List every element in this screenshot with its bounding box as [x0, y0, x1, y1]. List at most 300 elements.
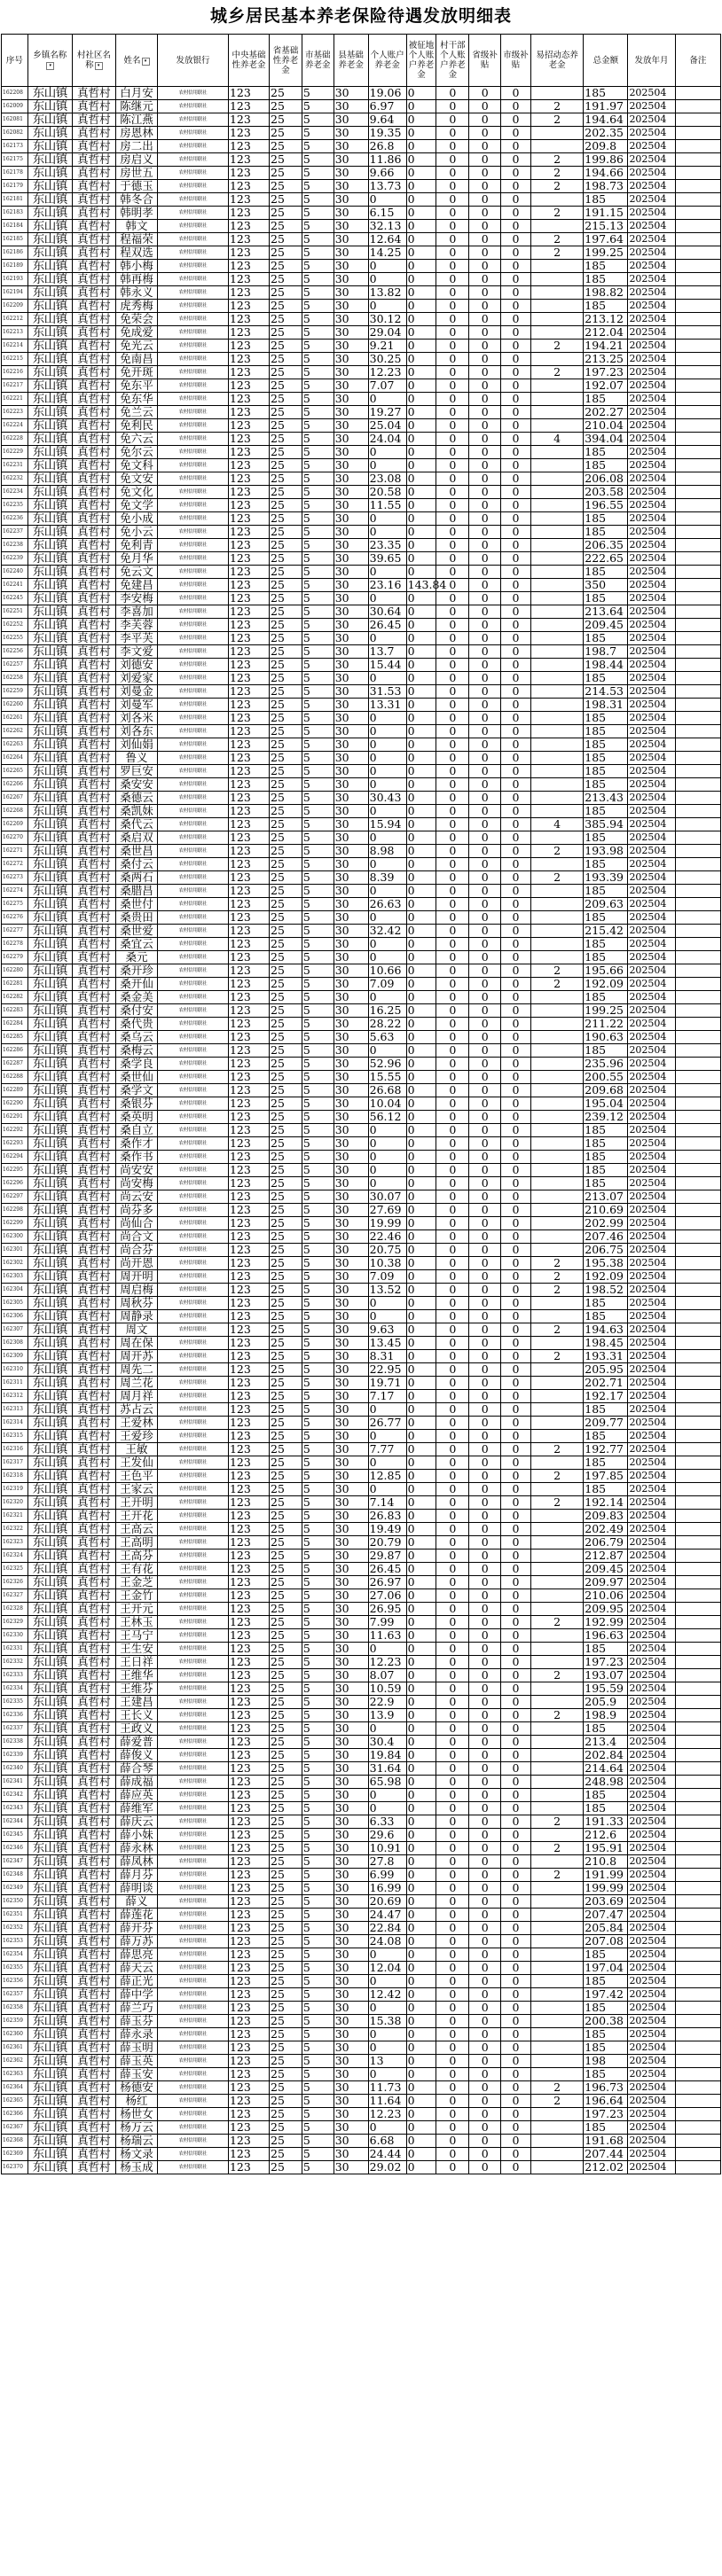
province-pension-cell: 25 — [270, 659, 302, 672]
pay-month-cell: 202504 — [628, 725, 675, 738]
personal-account-cell: 26.68 — [368, 1084, 406, 1097]
bank-cell: 农村信用联社 — [158, 1709, 229, 1722]
province-pension-cell: 25 — [270, 1177, 302, 1190]
province-pension-cell: 25 — [270, 193, 302, 207]
city-pension-cell: 5 — [302, 752, 334, 765]
row-serial: 162186 — [2, 246, 28, 260]
city-subsidy-cell: 0 — [501, 1483, 531, 1496]
total-amount-cell: 202.27 — [584, 406, 628, 419]
city-pension-cell: 5 — [302, 1204, 334, 1217]
city-pension-cell: 5 — [302, 1137, 334, 1151]
land-account-cell: 0 — [406, 699, 436, 712]
dynamic-pension-cell — [530, 2041, 583, 2055]
town-cell: 东山镇 — [27, 1363, 72, 1377]
province-subsidy-cell: 0 — [469, 1629, 501, 1643]
province-subsidy-cell: 0 — [469, 313, 501, 326]
village-cell: 真哲村 — [72, 1084, 115, 1097]
province-pension-cell: 25 — [270, 1190, 302, 1204]
land-account-cell: 0 — [406, 659, 436, 672]
province-subsidy-cell: 0 — [469, 1603, 501, 1616]
dynamic-pension-cell — [530, 1097, 583, 1111]
land-account-cell: 0 — [406, 1337, 436, 1350]
town-cell: 东山镇 — [27, 1190, 72, 1204]
province-subsidy-cell: 0 — [469, 1323, 501, 1337]
province-subsidy-cell: 0 — [469, 140, 501, 153]
province-pension-cell: 25 — [270, 180, 302, 193]
personal-account-cell: 0 — [368, 1483, 406, 1496]
town-cell: 东山镇 — [27, 725, 72, 738]
dynamic-pension-cell — [530, 286, 583, 300]
row-serial: 162185 — [2, 233, 28, 246]
total-amount-cell: 209.8 — [584, 140, 628, 153]
town-cell: 东山镇 — [27, 1403, 72, 1417]
land-account-cell: 0 — [406, 1882, 436, 1895]
dynamic-pension-cell — [530, 1656, 583, 1669]
dynamic-pension-cell — [530, 193, 583, 207]
central-pension-cell: 123 — [228, 1217, 269, 1230]
village-cell: 真哲村 — [72, 512, 115, 526]
filter-dropdown-icon[interactable]: ▾ — [142, 58, 150, 66]
table-row — [2, 1909, 721, 1922]
dynamic-pension-cell: 2 — [530, 1443, 583, 1456]
personal-account-cell: 0 — [368, 1137, 406, 1151]
city-pension-cell: 5 — [302, 539, 334, 552]
central-pension-cell: 123 — [228, 1031, 269, 1044]
central-pension-cell: 123 — [228, 1284, 269, 1297]
city-pension-cell: 5 — [302, 1097, 334, 1111]
cadre-account-cell: 0 — [436, 1550, 469, 1563]
village-cell: 真哲村 — [72, 1190, 115, 1204]
remark-cell — [675, 938, 720, 951]
town-cell: 东山镇 — [27, 406, 72, 419]
province-pension-cell: 25 — [270, 592, 302, 605]
village-cell: 真哲村 — [72, 300, 115, 313]
personal-account-cell: 24.08 — [368, 1935, 406, 1948]
province-subsidy-cell: 0 — [469, 1776, 501, 1789]
county-pension-cell: 30 — [334, 1284, 368, 1297]
pay-month-cell: 202504 — [628, 2055, 675, 2068]
city-pension-cell: 5 — [302, 366, 334, 379]
bank-cell: 农村信用联社 — [158, 1988, 229, 2002]
city-pension-cell: 5 — [302, 379, 334, 393]
dynamic-pension-cell — [530, 406, 583, 419]
cadre-account-cell: 0 — [436, 340, 469, 353]
land-account-cell: 0 — [406, 1071, 436, 1084]
bank-cell: 农村信用联社 — [158, 419, 229, 433]
land-account-cell: 0 — [406, 858, 436, 871]
dynamic-pension-cell — [530, 2108, 583, 2121]
personal-account-cell: 20.79 — [368, 1536, 406, 1550]
province-pension-cell: 25 — [270, 1550, 302, 1563]
county-pension-cell: 30 — [334, 2121, 368, 2135]
total-amount-cell: 197.85 — [584, 1470, 628, 1483]
city-pension-cell: 5 — [302, 1629, 334, 1643]
county-pension-cell: 30 — [334, 1456, 368, 1470]
table-row — [2, 1616, 721, 1629]
remark-cell — [675, 579, 720, 592]
land-account-cell: 0 — [406, 1523, 436, 1536]
land-account-cell: 0 — [406, 1895, 436, 1909]
pay-month-cell: 202504 — [628, 752, 675, 765]
remark-cell — [675, 725, 720, 738]
village-cell: 真哲村 — [72, 752, 115, 765]
dynamic-pension-cell: 2 — [530, 1350, 583, 1363]
name-cell: 桑付云 — [116, 858, 158, 871]
province-subsidy-cell: 0 — [469, 1151, 501, 1164]
table-row — [2, 1815, 721, 1829]
dynamic-pension-cell — [530, 1988, 583, 2002]
city-subsidy-cell: 0 — [501, 1550, 531, 1563]
remark-cell — [675, 340, 720, 353]
central-pension-cell: 123 — [228, 1323, 269, 1337]
name-cell: 免成爱 — [116, 326, 158, 340]
personal-account-cell: 29.87 — [368, 1550, 406, 1563]
name-cell: 薛天云 — [116, 1962, 158, 1975]
cadre-account-cell: 0 — [436, 858, 469, 871]
total-amount-cell: 214.64 — [584, 1762, 628, 1776]
total-amount-cell: 192.14 — [584, 1496, 628, 1510]
total-amount-cell: 213.25 — [584, 353, 628, 366]
filter-dropdown-icon[interactable]: ▾ — [46, 62, 54, 70]
remark-cell — [675, 818, 720, 831]
bank-cell: 农村信用联社 — [158, 1749, 229, 1762]
cadre-account-cell: 0 — [436, 2135, 469, 2148]
city-pension-cell: 5 — [302, 153, 334, 167]
cadre-account-cell: 0 — [436, 273, 469, 286]
total-amount-cell: 197.23 — [584, 2108, 628, 2121]
city-pension-cell: 5 — [302, 207, 334, 220]
city-pension-cell: 5 — [302, 1084, 334, 1097]
land-account-cell: 0 — [406, 1656, 436, 1669]
row-serial: 162354 — [2, 1948, 28, 1962]
name-cell: 刘德安 — [116, 659, 158, 672]
land-account-cell: 0 — [406, 1802, 436, 1815]
pay-month-cell: 202504 — [628, 699, 675, 712]
village-cell: 真哲村 — [72, 2081, 115, 2095]
table-row — [2, 1390, 721, 1403]
city-subsidy-cell: 0 — [501, 1829, 531, 1842]
cadre-account-cell: 0 — [436, 831, 469, 845]
land-account-cell: 0 — [406, 1084, 436, 1097]
town-cell: 东山镇 — [27, 2121, 72, 2135]
remark-cell — [675, 1097, 720, 1111]
pay-month-cell: 202504 — [628, 805, 675, 818]
total-amount-cell: 185 — [584, 725, 628, 738]
town-cell: 东山镇 — [27, 153, 72, 167]
dynamic-pension-cell — [530, 1164, 583, 1177]
city-pension-cell: 5 — [302, 1284, 334, 1297]
land-account-cell: 0 — [406, 1137, 436, 1151]
personal-account-cell: 26.8 — [368, 140, 406, 153]
table-row — [2, 1417, 721, 1430]
pay-month-cell: 202504 — [628, 831, 675, 845]
city-subsidy-cell: 0 — [501, 1975, 531, 1988]
county-pension-cell: 30 — [334, 220, 368, 233]
total-amount-cell: 185 — [584, 1643, 628, 1656]
table-row — [2, 366, 721, 379]
province-pension-cell: 25 — [270, 1855, 302, 1869]
name-cell: 刘仙娟 — [116, 738, 158, 752]
town-cell: 东山镇 — [27, 1470, 72, 1483]
city-subsidy-cell: 0 — [501, 1869, 531, 1882]
dynamic-pension-cell — [530, 925, 583, 938]
province-subsidy-cell: 0 — [469, 925, 501, 938]
pay-month-cell: 202504 — [628, 140, 675, 153]
pay-month-cell: 202504 — [628, 2002, 675, 2015]
personal-account-cell: 8.98 — [368, 845, 406, 858]
pay-month-cell: 202504 — [628, 286, 675, 300]
central-pension-cell: 123 — [228, 446, 269, 459]
province-pension-cell: 25 — [270, 605, 302, 619]
village-cell: 真哲村 — [72, 100, 115, 113]
personal-account-cell: 20.69 — [368, 1895, 406, 1909]
province-pension-cell: 25 — [270, 1377, 302, 1390]
personal-account-cell: 32.13 — [368, 220, 406, 233]
personal-account-cell: 12.23 — [368, 366, 406, 379]
personal-account-cell: 10.04 — [368, 1097, 406, 1111]
row-serial: 162337 — [2, 1722, 28, 1736]
name-cell: 周秋芬 — [116, 1297, 158, 1310]
province-pension-cell: 25 — [270, 885, 302, 898]
bank-cell: 农村信用联社 — [158, 526, 229, 539]
cadre-account-cell: 0 — [436, 871, 469, 885]
column-header: 中央基础性养老金 — [228, 35, 269, 87]
city-pension-cell: 5 — [302, 659, 334, 672]
central-pension-cell: 123 — [228, 113, 269, 127]
name-cell: 尚合文 — [116, 1230, 158, 1244]
central-pension-cell: 123 — [228, 2068, 269, 2081]
village-cell: 真哲村 — [72, 153, 115, 167]
province-pension-cell: 25 — [270, 1151, 302, 1164]
remark-cell — [675, 1297, 720, 1310]
row-serial: 162009 — [2, 100, 28, 113]
province-pension-cell: 25 — [270, 1909, 302, 1922]
personal-account-cell: 29.6 — [368, 1829, 406, 1842]
province-subsidy-cell: 0 — [469, 180, 501, 193]
city-pension-cell: 5 — [302, 1244, 334, 1257]
remark-cell — [675, 871, 720, 885]
name-cell: 桑作才 — [116, 1137, 158, 1151]
central-pension-cell: 123 — [228, 140, 269, 153]
remark-cell — [675, 1749, 720, 1762]
village-cell: 真哲村 — [72, 2041, 115, 2055]
pay-month-cell: 202504 — [628, 1696, 675, 1709]
row-serial: 162231 — [2, 459, 28, 472]
total-amount-cell: 199.86 — [584, 153, 628, 167]
land-account-cell: 0 — [406, 1164, 436, 1177]
county-pension-cell: 30 — [334, 1004, 368, 1018]
total-amount-cell: 185 — [584, 1722, 628, 1736]
remark-cell — [675, 433, 720, 446]
name-cell: 李安梅 — [116, 592, 158, 605]
town-cell: 东山镇 — [27, 1284, 72, 1297]
table-row — [2, 1377, 721, 1390]
column-header: 村干部个人账户养老金 — [436, 35, 469, 87]
remark-cell — [675, 220, 720, 233]
dynamic-pension-cell — [530, 792, 583, 805]
table-row — [2, 2041, 721, 2055]
city-subsidy-cell: 0 — [501, 1948, 531, 1962]
remark-cell — [675, 792, 720, 805]
total-amount-cell: 185 — [584, 1456, 628, 1470]
personal-account-cell: 26.45 — [368, 1563, 406, 1576]
name-cell: 薛义 — [116, 1895, 158, 1909]
land-account-cell: 0 — [406, 167, 436, 180]
row-serial: 162311 — [2, 1377, 28, 1390]
province-subsidy-cell: 0 — [469, 1550, 501, 1563]
name-cell: 免月华 — [116, 552, 158, 566]
remark-cell — [675, 632, 720, 645]
name-cell: 尚芬多 — [116, 1204, 158, 1217]
remark-cell — [675, 353, 720, 366]
table-row — [2, 1603, 721, 1616]
dynamic-pension-cell — [530, 1909, 583, 1922]
city-subsidy-cell: 0 — [501, 1842, 531, 1855]
city-subsidy-cell: 0 — [501, 1443, 531, 1456]
personal-account-cell: 7.07 — [368, 379, 406, 393]
province-pension-cell: 25 — [270, 167, 302, 180]
central-pension-cell: 123 — [228, 738, 269, 752]
city-subsidy-cell: 0 — [501, 1576, 531, 1589]
personal-account-cell: 0 — [368, 512, 406, 526]
table-row — [2, 1270, 721, 1284]
city-pension-cell: 5 — [302, 233, 334, 246]
bank-cell: 农村信用联社 — [158, 1669, 229, 1682]
cadre-account-cell: 0 — [436, 1696, 469, 1709]
village-cell: 真哲村 — [72, 1523, 115, 1536]
province-pension-cell: 25 — [270, 140, 302, 153]
bank-cell: 农村信用联社 — [158, 366, 229, 379]
dynamic-pension-cell: 2 — [530, 1257, 583, 1270]
land-account-cell: 0 — [406, 1483, 436, 1496]
name-cell: 王生安 — [116, 1643, 158, 1656]
province-pension-cell: 25 — [270, 1270, 302, 1284]
personal-account-cell: 16.25 — [368, 1004, 406, 1018]
county-pension-cell: 30 — [334, 1044, 368, 1058]
row-serial: 162260 — [2, 699, 28, 712]
city-subsidy-cell: 0 — [501, 2148, 531, 2161]
province-subsidy-cell: 0 — [469, 167, 501, 180]
village-cell: 真哲村 — [72, 1031, 115, 1044]
land-account-cell: 0 — [406, 499, 436, 512]
pay-month-cell: 202504 — [628, 1669, 675, 1682]
cadre-account-cell: 0 — [436, 140, 469, 153]
dynamic-pension-cell: 2 — [530, 1323, 583, 1337]
total-amount-cell: 185 — [584, 1137, 628, 1151]
bank-cell: 农村信用联社 — [158, 286, 229, 300]
province-subsidy-cell: 0 — [469, 1297, 501, 1310]
dynamic-pension-cell — [530, 1829, 583, 1842]
county-pension-cell: 30 — [334, 978, 368, 991]
total-amount-cell: 185 — [584, 632, 628, 645]
province-pension-cell: 25 — [270, 672, 302, 685]
dynamic-pension-cell — [530, 898, 583, 911]
pay-month-cell: 202504 — [628, 1869, 675, 1882]
pay-month-cell: 202504 — [628, 1217, 675, 1230]
town-cell: 东山镇 — [27, 2095, 72, 2108]
dynamic-pension-cell — [530, 1390, 583, 1403]
cadre-account-cell: 0 — [436, 1882, 469, 1895]
town-cell: 东山镇 — [27, 1762, 72, 1776]
cadre-account-cell: 0 — [436, 100, 469, 113]
name-cell: 刘曼金 — [116, 685, 158, 699]
name-cell: 尚云安 — [116, 1190, 158, 1204]
town-cell: 东山镇 — [27, 1922, 72, 1935]
central-pension-cell: 123 — [228, 2095, 269, 2108]
province-pension-cell: 25 — [270, 220, 302, 233]
city-pension-cell: 5 — [302, 1217, 334, 1230]
cadre-account-cell: 0 — [436, 765, 469, 778]
county-pension-cell: 30 — [334, 579, 368, 592]
town-cell: 东山镇 — [27, 925, 72, 938]
land-account-cell: 0 — [406, 1230, 436, 1244]
town-cell: 东山镇 — [27, 765, 72, 778]
land-account-cell: 0 — [406, 1589, 436, 1603]
province-pension-cell: 25 — [270, 286, 302, 300]
personal-account-cell: 11.64 — [368, 2095, 406, 2108]
total-amount-cell: 206.79 — [584, 1536, 628, 1550]
province-pension-cell: 25 — [270, 1603, 302, 1616]
remark-cell — [675, 1789, 720, 1802]
county-pension-cell: 30 — [334, 699, 368, 712]
province-pension-cell: 25 — [270, 1736, 302, 1749]
county-pension-cell: 30 — [334, 153, 368, 167]
city-pension-cell: 5 — [302, 1603, 334, 1616]
province-subsidy-cell: 0 — [469, 792, 501, 805]
bank-cell: 农村信用联社 — [158, 592, 229, 605]
town-cell: 东山镇 — [27, 1084, 72, 1097]
dynamic-pension-cell — [530, 1550, 583, 1563]
table-row — [2, 1682, 721, 1696]
total-amount-cell: 197.23 — [584, 366, 628, 379]
remark-cell — [675, 406, 720, 419]
row-serial: 162315 — [2, 1430, 28, 1443]
province-pension-cell: 25 — [270, 2081, 302, 2095]
row-serial: 162245 — [2, 592, 28, 605]
land-account-cell: 0 — [406, 1097, 436, 1111]
cadre-account-cell: 0 — [436, 127, 469, 140]
city-pension-cell: 5 — [302, 712, 334, 725]
central-pension-cell: 123 — [228, 1084, 269, 1097]
row-serial: 162291 — [2, 1111, 28, 1124]
land-account-cell: 0 — [406, 512, 436, 526]
central-pension-cell: 123 — [228, 2028, 269, 2041]
province-subsidy-cell: 0 — [469, 1058, 501, 1071]
pay-month-cell: 202504 — [628, 579, 675, 592]
name-cell: 薛中学 — [116, 1988, 158, 2002]
name-cell: 房启义 — [116, 153, 158, 167]
village-cell: 真哲村 — [72, 925, 115, 938]
filter-dropdown-icon[interactable]: ▾ — [95, 62, 103, 70]
bank-cell: 农村信用联社 — [158, 1643, 229, 1656]
name-cell: 王开元 — [116, 1603, 158, 1616]
land-account-cell: 0 — [406, 1762, 436, 1776]
table-row — [2, 340, 721, 353]
province-pension-cell: 25 — [270, 911, 302, 925]
total-amount-cell: 198.82 — [584, 286, 628, 300]
city-pension-cell: 5 — [302, 738, 334, 752]
total-amount-cell: 212.6 — [584, 1829, 628, 1842]
name-cell: 薛月芬 — [116, 1869, 158, 1882]
county-pension-cell: 30 — [334, 725, 368, 738]
village-cell: 真哲村 — [72, 433, 115, 446]
village-cell: 真哲村 — [72, 978, 115, 991]
bank-cell: 农村信用联社 — [158, 1204, 229, 1217]
central-pension-cell: 123 — [228, 1922, 269, 1935]
table-row — [2, 632, 721, 645]
row-serial: 162332 — [2, 1656, 28, 1669]
personal-account-cell: 15.44 — [368, 659, 406, 672]
